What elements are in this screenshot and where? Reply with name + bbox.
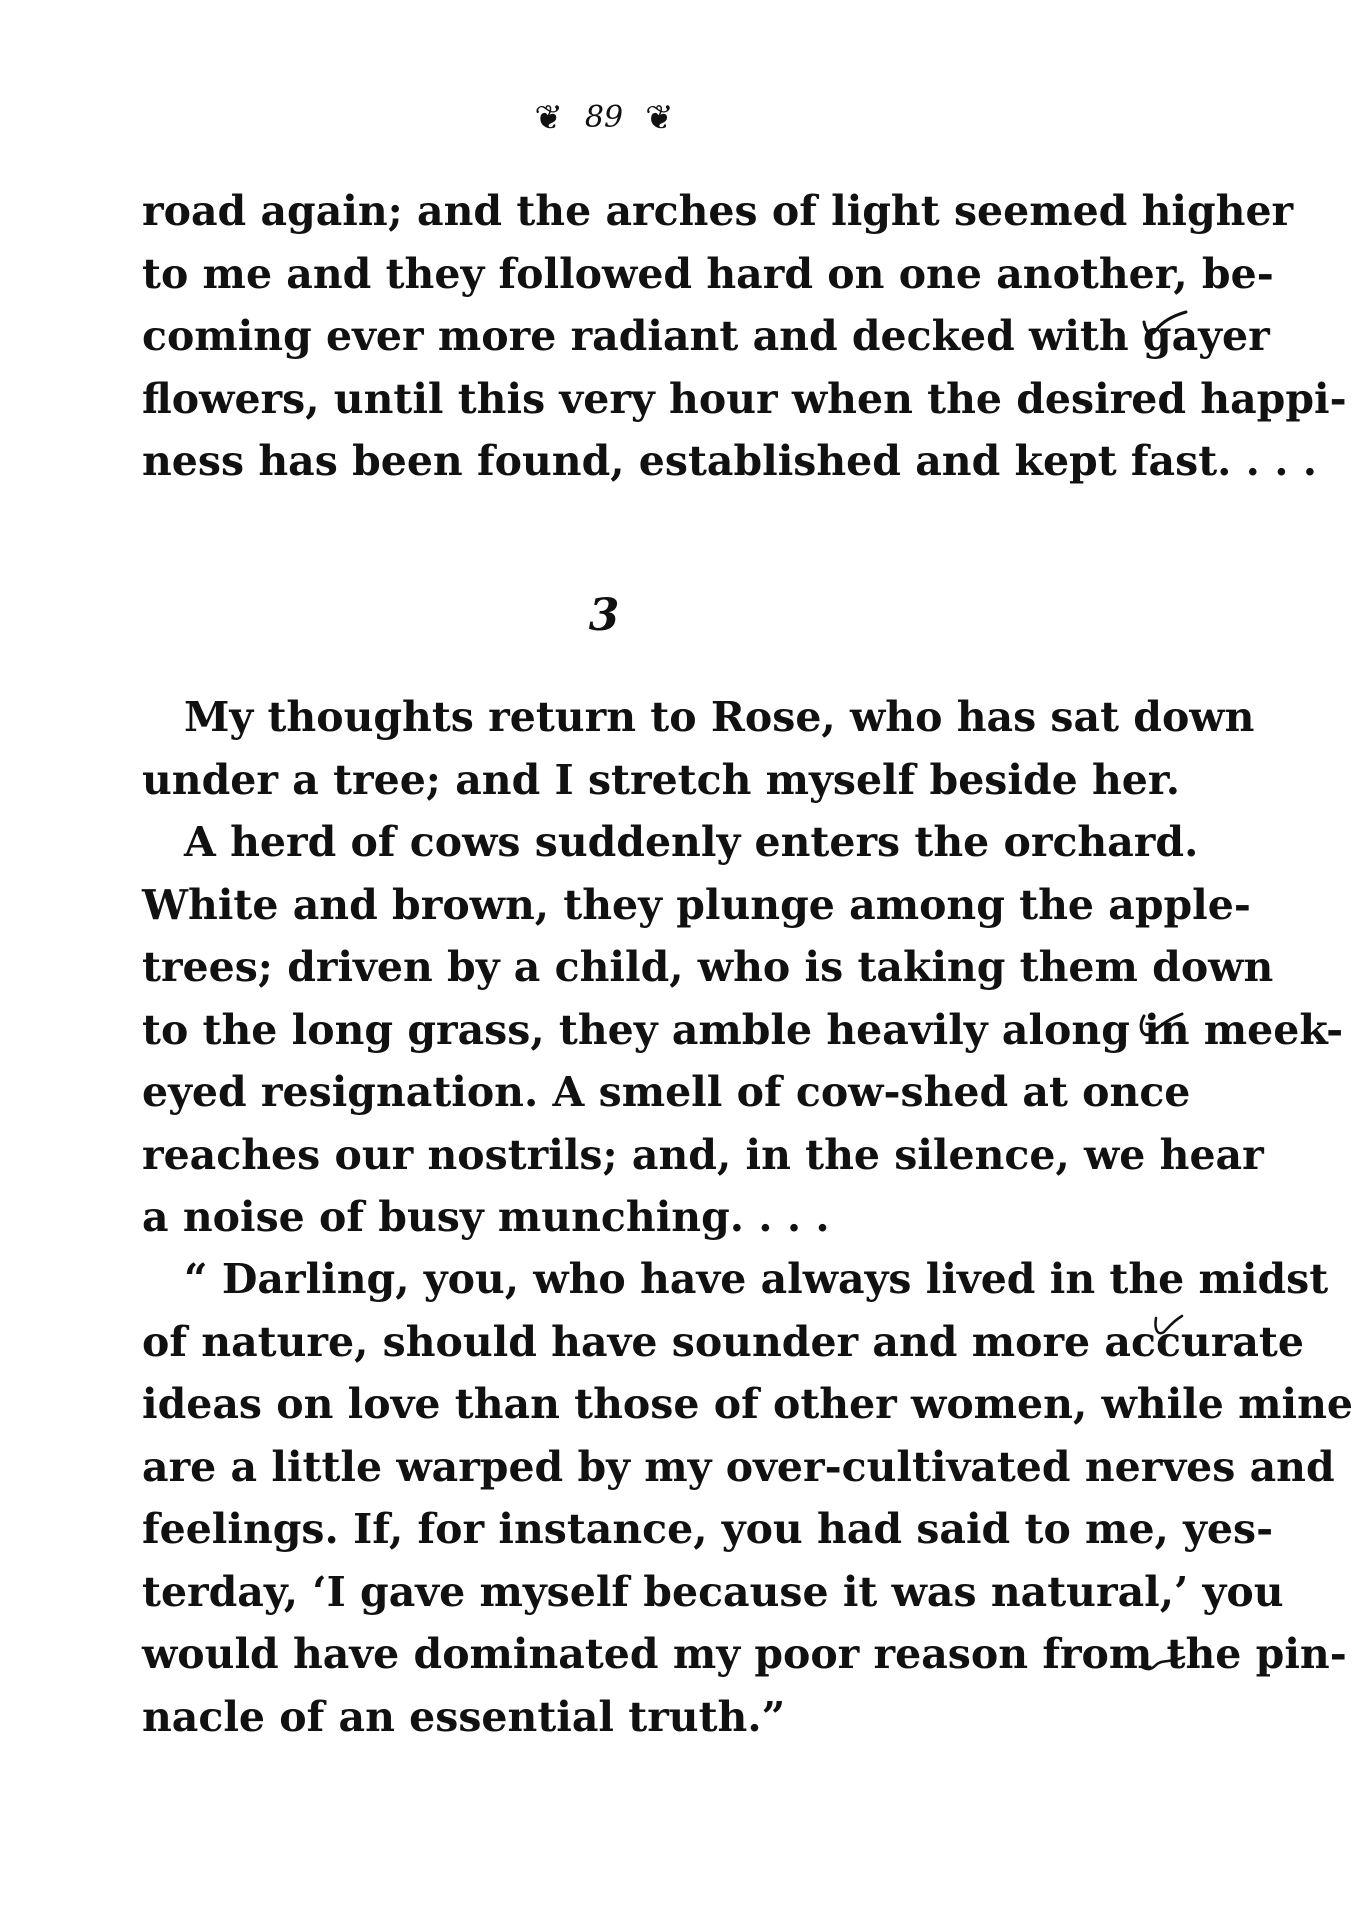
paragraph-cows xyxy=(142,811,1344,1249)
text-line: would have dominated my poor reason from the pin- xyxy=(142,1630,1347,1678)
text-line: road again; and the arches of light seemed higher xyxy=(142,187,1294,235)
text-line: reaches our nostrils; and, in the silence, we hear xyxy=(142,1130,1264,1179)
text-line: ness has been found, established and kept fast. . . . xyxy=(142,437,1318,485)
text-line: nacle of an essential truth.” xyxy=(142,1692,786,1741)
text-line: My thoughts return to Rose, who has sat down xyxy=(184,693,1255,741)
text-line: a noise of busy munching. . . . xyxy=(142,1193,830,1241)
check-mark-icon xyxy=(1140,310,1190,340)
text-line: are a little warped by my over-cultivated nerves and xyxy=(142,1442,1335,1491)
left-ornament-icon: ❦ xyxy=(534,97,563,138)
check-mark-icon xyxy=(1152,1310,1202,1340)
right-ornament-icon: ❦ xyxy=(645,97,674,138)
text-line: White and brown, they plunge among the apple- xyxy=(142,880,1251,929)
text-line: of nature, should have sounder and more accurate xyxy=(142,1317,1304,1366)
text-line: A herd of cows suddenly enters the orchard. xyxy=(184,818,1199,866)
page-number: 89 xyxy=(584,100,624,135)
text-line: under a tree; and I stretch myself beside her. xyxy=(142,755,1180,804)
text-line: terday, ‘I gave myself because it was natural,’ you xyxy=(142,1567,1284,1616)
text-line: eyed resignation. A smell of cow-shed at once xyxy=(142,1068,1191,1116)
text-line: ideas on love than those of other women, while mine xyxy=(142,1380,1353,1428)
paragraph-rose xyxy=(142,686,1255,811)
text-line: trees; driven by a child, who is taking them down xyxy=(142,943,1274,991)
text-line: to the long grass, they amble heavily along in meek- xyxy=(142,1005,1344,1054)
text-line: feelings. If, for instance, you had said to me, yes- xyxy=(142,1505,1274,1553)
text-line: coming ever more radiant and decked with gayer xyxy=(142,312,1270,360)
check-mark-icon xyxy=(1136,1010,1186,1040)
paragraph-continuation xyxy=(142,180,1347,493)
check-mark-icon xyxy=(1138,1645,1188,1675)
page-header xyxy=(0,97,1208,138)
text-line: “ Darling, you, who have always lived in the midst xyxy=(184,1255,1329,1303)
section-number: 3 xyxy=(588,590,620,641)
paragraph-darling xyxy=(142,1248,1353,1748)
text-line: flowers, until this very hour when the desired happi- xyxy=(142,374,1347,423)
text-line: to me and they followed hard on one another, be- xyxy=(142,249,1274,298)
